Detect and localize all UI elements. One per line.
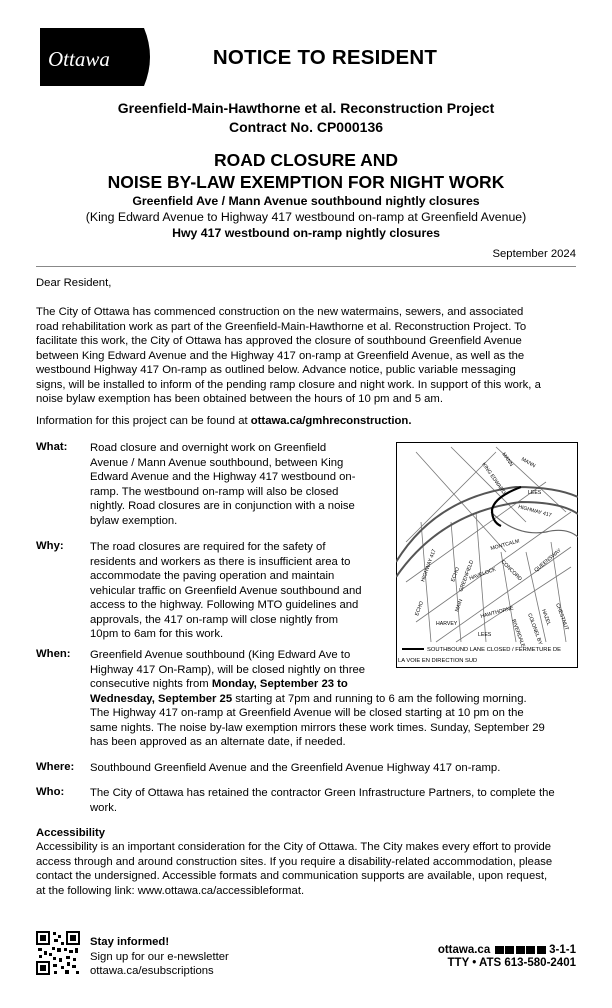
youtube-icon[interactable]	[526, 946, 535, 954]
facebook-icon[interactable]	[505, 946, 514, 954]
contact-top-line	[438, 944, 576, 957]
why-line: residents and workers as there is insufficient area to	[90, 555, 351, 568]
linkedin-icon[interactable]	[537, 946, 546, 954]
when-dates: Monday, September 23 to	[211, 678, 348, 690]
project-header	[0, 99, 612, 137]
x-icon[interactable]	[495, 946, 504, 954]
closure-title	[0, 149, 612, 193]
when-line: The Highway 417 on-ramp at Greenfield Avenue will be closed starting at 10 pm on the	[90, 707, 524, 719]
greeting: Dear Resident,	[36, 277, 112, 289]
map-label: ECHO	[414, 600, 426, 617]
closure-subtitle	[0, 193, 612, 241]
when-span: consecutive nights from	[90, 678, 212, 690]
site-link[interactable]: ottawa.ca	[437, 944, 491, 956]
why-line: access to the highway. Following MTO guidelines and	[90, 599, 359, 611]
subtitle-line: Greenfield Ave / Mann Avenue southbound nightly closures	[132, 194, 480, 208]
map-label: HAVELOCK	[468, 566, 497, 582]
when-label: When:	[36, 648, 71, 660]
when-span: starting at 7pm and running to 6 am the following morning.	[232, 692, 527, 705]
intro-line: westbound Highway 417 On-ramp as outlined below. Advance notice, public variable messaging	[36, 364, 516, 376]
accessibility-line: at the following link: www.ottawa.ca/accessibleformat.	[36, 884, 305, 897]
esubscriptions-link[interactable]: ottawa.ca/esubscriptions	[90, 965, 214, 977]
intro-line: facilitate this work, the City of Ottawa has approved the closure of southbound Greenfield Avenue	[36, 335, 522, 347]
map-label: HAZEL	[540, 608, 552, 627]
map-label: LEES	[528, 490, 542, 496]
intro-paragraph	[36, 305, 584, 407]
notice-title: NOTICE TO RESIDENT	[212, 46, 438, 69]
notice-date: September 2024	[492, 248, 576, 260]
phone-311: 3-1-1	[549, 944, 576, 956]
who-text	[90, 786, 590, 815]
what-line: ramp. The westbound on-ramp will also be closed	[90, 485, 339, 498]
what-line: bylaw exemption.	[90, 514, 178, 527]
map-label: LEES	[478, 632, 492, 638]
divider	[36, 266, 576, 267]
stay-line: Sign up for our e-newsletter	[90, 950, 229, 963]
closure-title-line: NOISE BY-LAW EXEMPTION FOR NIGHT WORK	[107, 172, 505, 192]
closure-title-line: ROAD CLOSURE AND	[213, 150, 399, 170]
what-line: nightly. Road closures are in conjunction with a noise	[90, 500, 355, 512]
why-line: accommodate the paving operation and maintain	[90, 570, 335, 582]
who-line: The City of Ottawa has retained the contractor Green Infrastructure Partners, to complete the	[90, 787, 555, 799]
map-label: CHESTNUT	[554, 602, 570, 632]
instagram-icon[interactable]	[516, 946, 525, 954]
map-label: ECHO	[450, 566, 462, 583]
stay-informed	[90, 935, 229, 979]
when-line	[90, 677, 590, 692]
map-label: RIVERDALE	[510, 618, 526, 649]
subtitle-line: Hwy 417 westbound on-ramp nightly closures	[172, 226, 440, 240]
info-prefix: Information for this project can be found at	[36, 415, 251, 427]
intro-line: road rehabilitation work as part of the Greenfield-Main-Hawthorne et al. Reconstruction Project. To	[36, 320, 527, 333]
why-text	[90, 540, 386, 642]
accessibility-text	[36, 840, 584, 898]
when-line: same nights. The noise by-law exemption mirrors these work times. Sunday, September 29	[90, 721, 545, 734]
map-label: HIGHWAY 417	[517, 504, 553, 519]
accessibility-heading: Accessibility	[36, 827, 106, 839]
map-label: HIGHWAY 417	[420, 548, 438, 583]
map-label: GREENFIELD	[458, 559, 476, 593]
project-name: Greenfield-Main-Hawthorne et al. Reconstruction Project	[117, 100, 495, 116]
why-line: approvals, the 417 on-ramp will close nightly from	[90, 613, 339, 626]
map-label: HAWTHORNE	[479, 605, 515, 620]
project-link[interactable]: ottawa.ca/gmhreconstruction.	[250, 415, 412, 427]
why-line: vehicular traffic on Greenfield Avenue southbound and	[90, 584, 362, 597]
map-label: MANN	[520, 456, 537, 470]
info-line	[36, 414, 584, 429]
contact-info	[438, 944, 576, 970]
ottawa-logo	[36, 26, 154, 88]
intro-line: The City of Ottawa has commenced construction on the new watermains, sewers, and associated	[36, 306, 524, 318]
when-line: has been approved as an alternate date, if needed.	[90, 736, 346, 748]
where-label: Where:	[36, 761, 75, 773]
map-label: CONCORD	[499, 559, 523, 583]
map-label: MAIN	[454, 598, 465, 613]
map-label: MANN	[500, 451, 515, 468]
tty-number: TTY • ATS 613-580-2401	[447, 957, 576, 969]
what-label: What:	[36, 441, 68, 453]
why-label: Why:	[36, 540, 64, 552]
subtitle-line: (King Edward Avenue to Highway 417 westbound on-ramp at Greenfield Avenue)	[85, 210, 527, 224]
when-line: Highway 417 On-Ramp), will be closed nightly on three	[90, 663, 366, 676]
intro-line: signs, will be installed to inform of the pending ramp closure and night work. In support of this work, a	[36, 378, 541, 391]
when-dates: Wednesday, September 25	[90, 692, 233, 705]
map-legend: LA VOIE EN DIRECTION SUD	[398, 658, 478, 664]
map-label: KING EDWARD	[480, 461, 507, 496]
intro-line: noise bylaw exemption has been obtained between the hours of 10 pm and 5 am.	[36, 393, 443, 405]
when-line: Greenfield Avenue southbound (King Edward Ave to	[90, 649, 351, 661]
closure-map	[396, 442, 578, 668]
what-line: Edward Avenue and the Highway 417 westbound on-	[90, 471, 356, 483]
when-line	[90, 692, 590, 707]
when-text	[90, 648, 590, 750]
what-line: Avenue / Mann Avenue southbound, between King	[90, 456, 344, 469]
map-legend: SOUTHBOUND LANE CLOSED / FERMETURE DE	[427, 647, 561, 653]
logo-text: Ottawa	[48, 47, 110, 71]
accessibility-line: Accessibility is an important consideration for the City of Ottawa. The City makes every effort to provide	[36, 841, 552, 853]
why-line: 10pm to 6am for this work.	[90, 628, 224, 640]
where-text: Southbound Greenfield Avenue and the Greenfield Avenue Highway 417 on-ramp.	[90, 762, 501, 774]
contract-number: Contract No. CP000136	[228, 119, 384, 135]
what-line: Road closure and overnight work on Greenfield	[90, 442, 327, 454]
map-label: COLONEL BY	[526, 612, 544, 646]
accessibility-line: access through and around construction sites. If you require a disability-related accommodation, please	[36, 855, 553, 868]
who-label: Who:	[36, 786, 65, 798]
stay-title: Stay informed!	[90, 936, 170, 948]
what-text	[90, 441, 380, 528]
map-label: MONTCALM	[489, 538, 521, 552]
intro-line: between King Edward Avenue and the Highway 417 on-ramp at Greenfield Avenue, as well as the	[36, 349, 525, 362]
map-label: QUEENSWAY	[533, 547, 563, 574]
why-line: The road closures are required for the safety of	[90, 541, 326, 553]
qr-code-icon[interactable]	[36, 931, 80, 975]
map-label: HARVEY	[436, 621, 458, 627]
who-line: work.	[90, 801, 117, 814]
accessibility-line: contact the undersigned. Accessible formats and communication supports are available, upon request,	[36, 870, 548, 882]
